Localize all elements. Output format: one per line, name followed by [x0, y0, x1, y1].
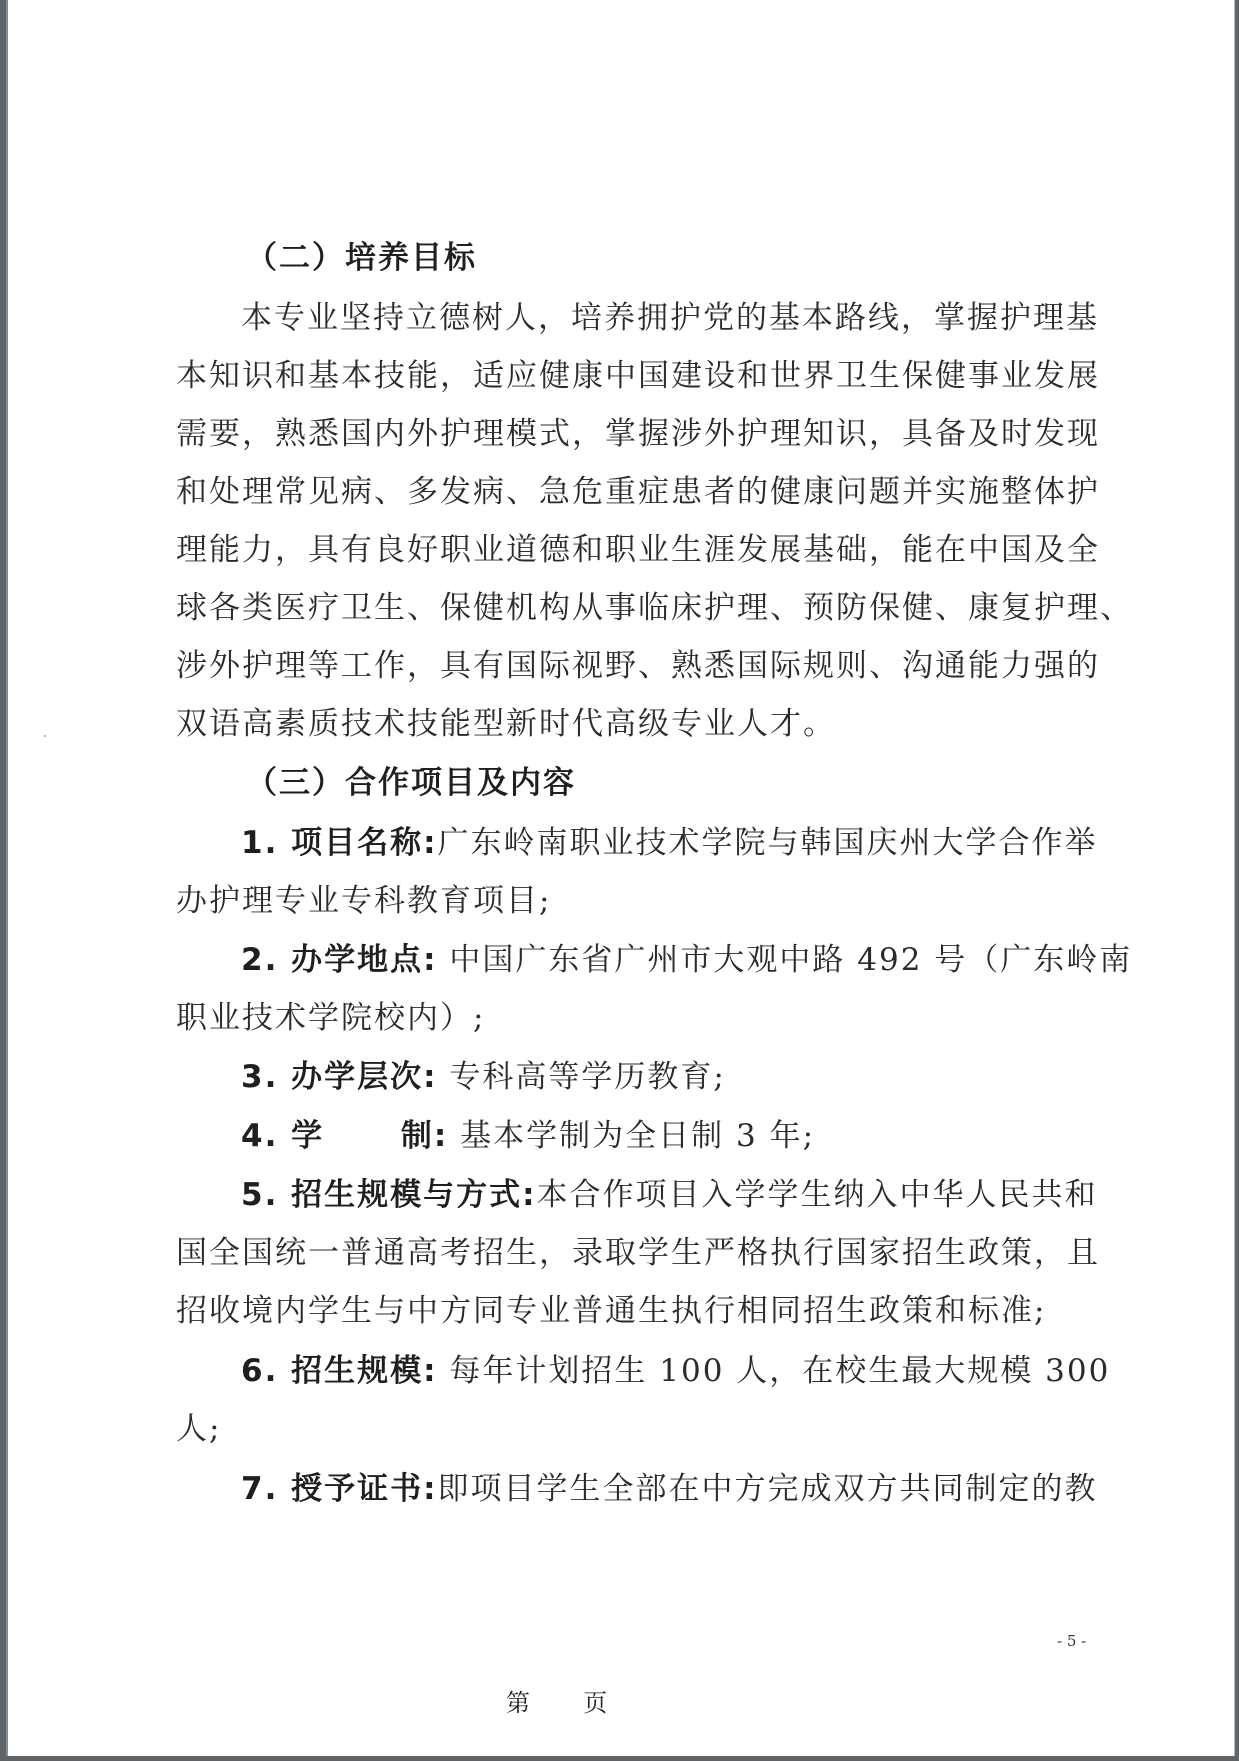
footer-left: 第: [506, 1689, 530, 1717]
item-continuation: 职业技术学院校内）;: [176, 1000, 486, 1036]
paragraph-line: 本专业坚持立德树人，培养拥护党的基本路线，掌握护理基: [241, 300, 1099, 336]
paragraph-line: 本知识和基本技能，适应健康中国建设和世界卫生保健事业发展: [176, 358, 1100, 394]
item-label: 4. 学 制:: [241, 1118, 449, 1154]
item-enrollment-scale: [241, 1345, 1111, 1390]
paragraph-line: 和处理常见病、多发病、急危重症患者的健康问题并实施整体护: [176, 474, 1100, 510]
item-location: [241, 934, 1133, 979]
item-enrollment-method: [241, 1169, 1098, 1214]
item-project-name: [241, 817, 1098, 862]
paragraph-line: 双语高素质技术技能型新时代高级专业人才。: [176, 706, 836, 742]
page-number: - 5 -: [1057, 1632, 1087, 1650]
item-continuation: 国全国统一普通高考招生，录取学生严格执行国家招生政策，且: [176, 1235, 1100, 1271]
section-heading-cooperation-project: （三）合作项目及内容: [246, 765, 576, 801]
page-footer: [506, 1683, 626, 1718]
footer-right: 页: [583, 1689, 608, 1717]
item-label: 5. 招生规模与方式:: [241, 1177, 537, 1213]
item-text: 广东岭南职业技术学院与韩国庆州大学合作举: [437, 825, 1098, 861]
item-label: 1. 项目名称:: [241, 825, 438, 861]
item-text: 中国广东省广州市大观中路 492 号（广东岭南: [437, 942, 1133, 978]
item-text: 即项目学生全部在中方完成双方共同制定的教: [437, 1471, 1098, 1507]
item-text: 基本学制为全日制 3 年;: [448, 1118, 816, 1154]
item-certificate: [241, 1463, 1098, 1508]
item-duration: [241, 1110, 815, 1155]
item-label: 6. 招生规模:: [241, 1353, 438, 1389]
item-continuation: 人;: [176, 1411, 222, 1447]
document-page: [6, 0, 1235, 1756]
paragraph-line: 球各类医疗卫生、保健机构从事临床护理、预防保健、康复护理、: [176, 590, 1133, 626]
paragraph-line: 需要，熟悉国内外护理模式，掌握涉外护理知识，具备及时发现: [176, 416, 1100, 452]
item-text: 本合作项目入学学生纳入中华人民共和: [536, 1177, 1098, 1213]
item-continuation: 办护理专业专科教育项目;: [176, 883, 552, 919]
scan-speck: [44, 735, 46, 737]
item-text: 每年计划招生 100 人，在校生最大规模 300: [437, 1353, 1111, 1389]
paragraph-line: 理能力，具有良好职业道德和职业生涯发展基础，能在中国及全: [176, 532, 1100, 568]
item-continuation: 招收境内学生与中方同专业普通生执行相同招生政策和标准;: [176, 1293, 1047, 1329]
paragraph-line: 涉外护理等工作，具有国际视野、熟悉国际规则、沟通能力强的: [176, 648, 1100, 684]
item-label: 7. 授予证书:: [241, 1471, 438, 1507]
item-text: 专科高等学历教育;: [437, 1059, 726, 1095]
item-label: 2. 办学地点:: [241, 942, 438, 978]
section-heading-training-goals: （二）培养目标: [246, 240, 477, 276]
item-level: [241, 1051, 726, 1096]
item-label: 3. 办学层次:: [241, 1059, 438, 1095]
